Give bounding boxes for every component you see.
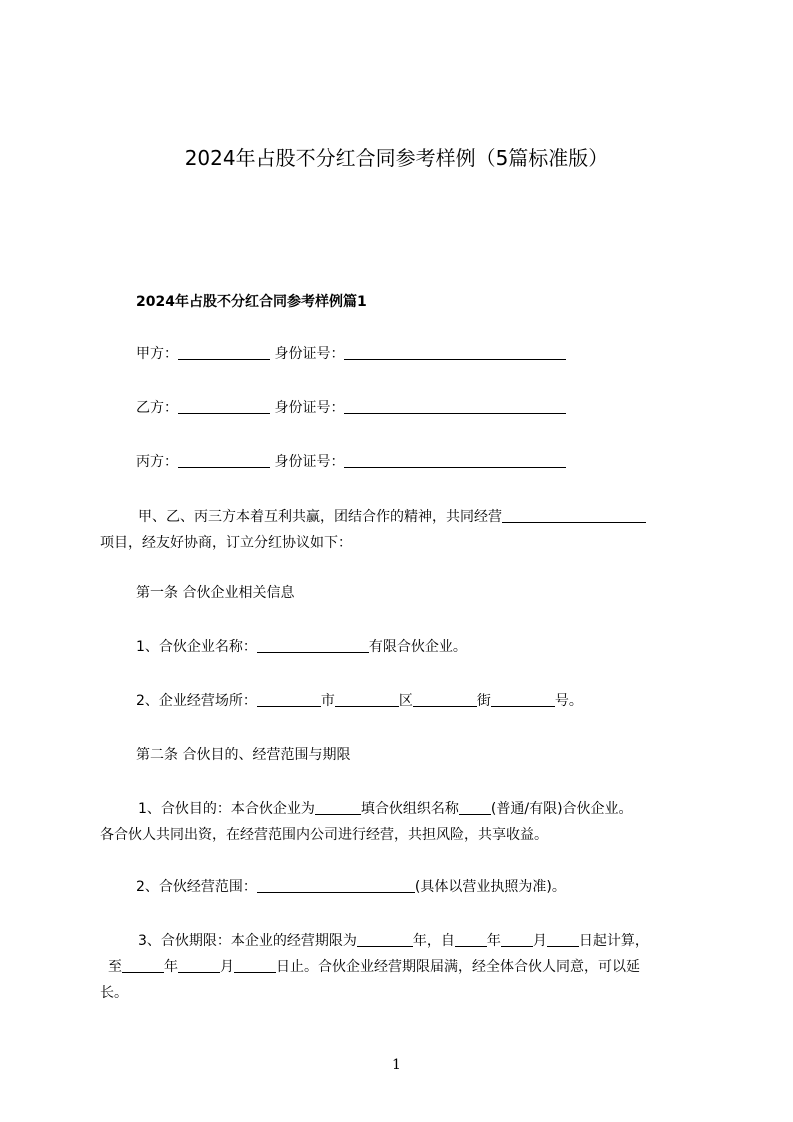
purpose-blank-1 [315,800,361,815]
street-blank [413,692,477,707]
intro-line-1 [100,504,704,530]
number-blank [491,692,555,707]
start-year-label: 年 [486,933,501,949]
enterprise-name-label: 1、合伙企业名称： [136,639,257,655]
purpose-paragraph [100,796,704,848]
term-prefix: 3、合伙期限：本企业的经营期限为 [138,933,357,949]
party-b-name-blank [178,399,270,414]
end-month-label: 月 [220,959,234,975]
party-a-line [136,344,566,364]
end-year-blank [122,958,164,973]
party-b-id-blank [344,399,566,414]
business-place-line [136,691,583,711]
term-end-text: 日止。合伙企业经营期限届满，经全体合伙人同意，可以延 [276,959,640,975]
party-b-line [136,398,566,418]
party-b-id-label: 身份证号： [274,400,345,416]
intro-text-after: 项目，经友好协商，订立分红协议如下： [100,535,352,551]
party-b-label: 乙方： [136,400,178,416]
purpose-line-1 [100,796,704,822]
scope-line [136,877,566,897]
purpose-prefix: 1、合伙目的：本合伙企业为 [138,801,315,817]
term-years-blank [357,932,413,947]
enterprise-name-blank [257,638,369,653]
term-paragraph [100,928,704,1006]
intro-paragraph [100,504,704,556]
term-line-2 [100,954,704,980]
business-place-label: 2、企业经营场所： [136,693,257,709]
party-c-id-label: 身份证号： [274,454,345,470]
start-day-blank [547,932,579,947]
article-2-heading: 第二条 合伙目的、经营范围与期限 [136,747,351,763]
start-month-blank [501,932,533,947]
term-line-1 [100,928,704,954]
start-year-blank [455,932,487,947]
city-blank [257,692,321,707]
enterprise-name-suffix: 有限合伙企业。 [368,639,467,655]
end-year-label: 年 [164,959,178,975]
term-to-label: 至 [108,959,122,975]
intro-text-before: 甲、乙、丙三方本着互利共赢，团结合作的精神，共同经营 [138,509,502,525]
article-1-heading: 第一条 合伙企业相关信息 [136,585,295,601]
party-a-label: 甲方： [136,346,178,362]
section-heading: 2024年占股不分红合同参考样例篇1 [136,294,367,310]
end-month-blank [178,958,220,973]
term-line-3: 长。 [100,985,128,1001]
enterprise-name-line [136,637,467,657]
street-label: 街 [476,693,491,709]
end-day-blank [234,958,276,973]
party-c-id-blank [344,453,566,468]
party-a-id-label: 身份证号： [274,346,345,362]
district-blank [335,692,399,707]
purpose-line-2: 各合伙人共同出资，在经营范围内公司进行经营，共担风险，共享收益。 [100,827,548,843]
scope-suffix: (具体以营业执照为准)。 [414,879,566,895]
document-title: 2024年占股不分红合同参考样例（5篇标准版） [184,146,609,170]
party-c-label: 丙方： [136,454,178,470]
scope-label: 2、合伙经营范围： [136,879,257,895]
party-a-id-blank [344,345,566,360]
page-number: 1 [392,1057,401,1073]
party-c-line [136,452,566,472]
scope-blank [257,878,415,893]
number-label: 号。 [554,693,583,709]
start-day-label: 日起计算， [578,933,649,949]
purpose-blank-2 [459,800,491,815]
district-label: 区 [398,693,413,709]
start-month-label: 月 [532,933,547,949]
party-c-name-blank [178,453,270,468]
purpose-suffix: (普通/有限)合伙企业。 [490,801,633,817]
project-blank [502,508,646,523]
city-label: 市 [320,693,335,709]
term-year-label: 年，自 [412,933,455,949]
party-a-name-blank [178,345,270,360]
purpose-mid: 填合伙组织名称 [360,801,459,817]
